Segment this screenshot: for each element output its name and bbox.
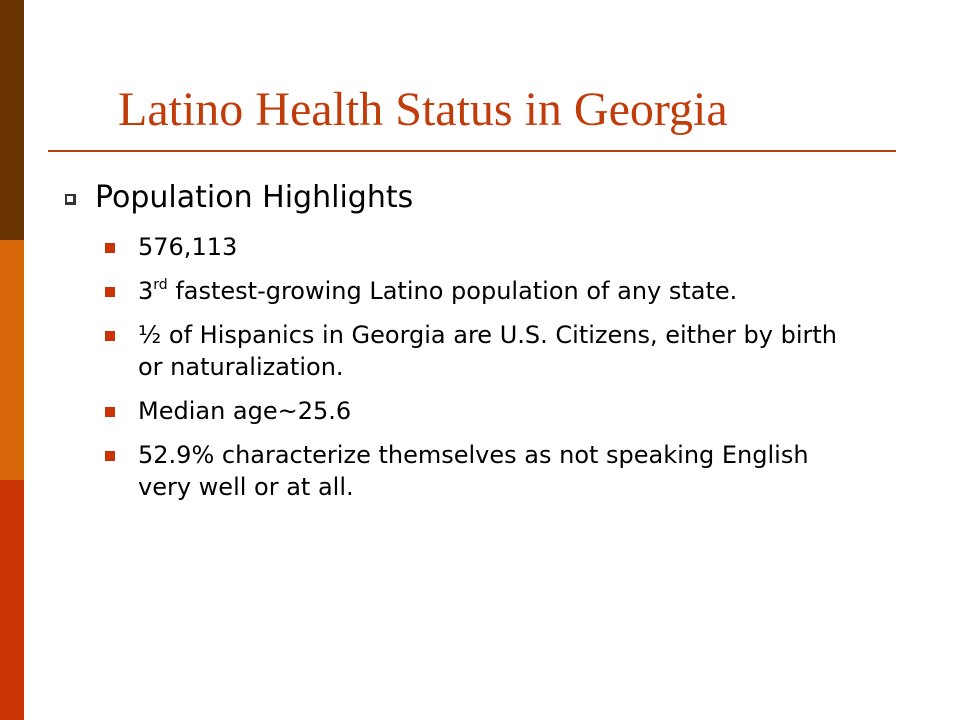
- list-item: [103, 275, 863, 307]
- bullet-text: fastest-growing Latino population of any state.: [167, 277, 738, 305]
- sidebar-stripe-top: [0, 0, 24, 240]
- sidebar-stripe-bottom: [0, 480, 24, 720]
- bullet-text: ½ of Hispanics in Georgia are U.S. Citizens, either by birth or naturalization.: [138, 321, 837, 381]
- hollow-square-bullet-icon: [65, 194, 76, 205]
- bullet-list: [103, 231, 863, 515]
- sidebar-stripe-middle: [0, 240, 24, 480]
- bullet-text: Median age~25.6: [138, 397, 352, 425]
- bullet-text: 52.9% characterize themselves as not speaking English very well or at all.: [138, 441, 809, 501]
- square-bullet-icon: [105, 331, 115, 341]
- slide-title: Latino Health Status in Georgia: [118, 83, 728, 136]
- list-item: [103, 231, 863, 263]
- title-underline: [48, 150, 896, 152]
- square-bullet-icon: [105, 451, 115, 461]
- level1-heading: Population Highlights: [95, 180, 414, 215]
- square-bullet-icon: [105, 243, 115, 253]
- list-item: [103, 439, 863, 503]
- square-bullet-icon: [105, 287, 115, 297]
- ordinal-superscript: rd: [153, 277, 168, 293]
- bullet-ordinal-number: 3: [138, 277, 154, 305]
- list-item: [103, 319, 863, 383]
- bullet-text: 576,113: [138, 233, 238, 261]
- square-bullet-icon: [105, 407, 115, 417]
- list-item: [103, 395, 863, 427]
